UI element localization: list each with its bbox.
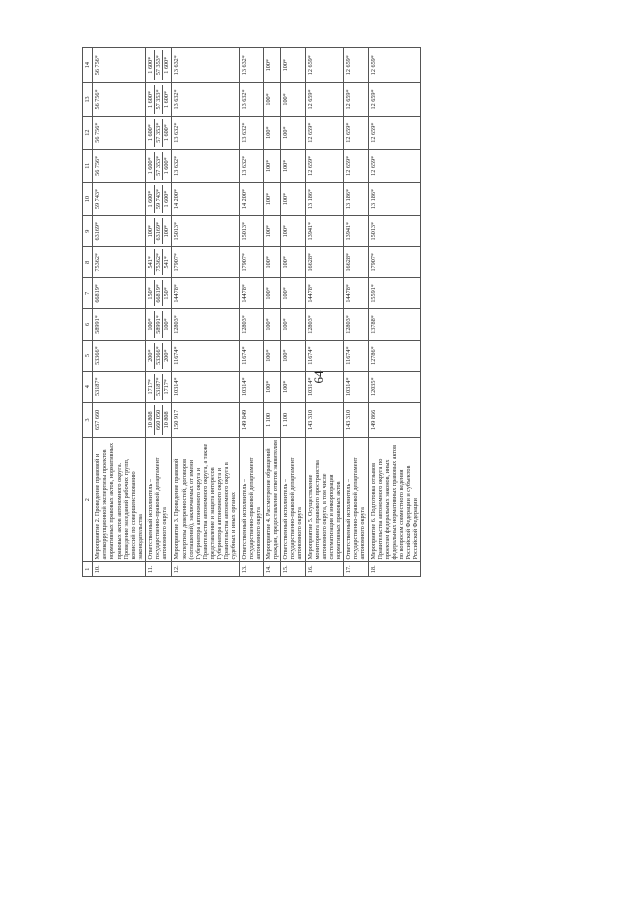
row-description: Ответственный исполнитель – государственно-правовой департамент автономного округа xyxy=(239,438,263,562)
value-subline: 1 600* xyxy=(147,190,154,208)
value-cell: 53187* xyxy=(93,371,146,402)
table-row xyxy=(239,48,263,577)
row-description: Мероприятие 2. Проведение правовой и антикоррупционной экспертизы проектов нормативных правовых актов, нормативных правовых актов автономного округа. Проведение заседаний рабочих групп, комиссий по совершенствованию законодательства xyxy=(93,438,146,562)
col-header: 10 xyxy=(83,182,93,215)
value-cell: 16628* xyxy=(344,247,368,278)
value-cell: 100* xyxy=(281,116,305,149)
value-cell: 100* xyxy=(263,247,280,278)
value-cell: 12 659* xyxy=(368,116,421,149)
value-subline: 100* xyxy=(147,224,154,238)
value-cell: 11674* xyxy=(172,340,239,371)
row-description: Мероприятие 6. Подготовка отзывов Правительства автономного округа по проектам федеральных законов, иных федеральных нормативных правовых актов по вопросам совместного ведения Российской Федерации и субъектов Российской Федерации xyxy=(368,438,421,562)
value-cell: 10314* xyxy=(344,371,368,402)
col-header: 4 xyxy=(83,371,93,402)
value-subline: 57 353* xyxy=(154,119,162,147)
value-cell: 13 632* xyxy=(239,149,263,182)
value-cell: 14478* xyxy=(239,278,263,309)
row-description: Ответственный исполнитель – государственно-правовой департамент автономного округа xyxy=(344,438,368,562)
value-subline: 1 600* xyxy=(147,90,154,108)
col-header: 3 xyxy=(83,402,93,437)
value-cell: 58991* xyxy=(93,309,146,340)
value-cell: 13941* xyxy=(344,216,368,247)
value-cell: 63169* xyxy=(93,216,146,247)
value-cell: 100* xyxy=(263,149,280,182)
value-cell: 13 632* xyxy=(239,116,263,149)
value-cell: 12 659* xyxy=(344,116,368,149)
value-cell: 66819* xyxy=(93,278,146,309)
value-subline: 1 600* xyxy=(162,50,170,80)
row-description: Мероприятие 5. Осуществление мониторинга правового пространства автономного округа, в том числе систематизация и инкорпорация нормативных правовых актов xyxy=(305,438,344,562)
value-cell: 100* xyxy=(263,182,280,215)
value-cell: 12 659* xyxy=(344,83,368,116)
value-cell: 100* xyxy=(281,247,305,278)
value-cell-multi xyxy=(146,216,172,247)
value-cell: 15013* xyxy=(368,216,421,247)
value-cell: 13 186* xyxy=(344,182,368,215)
page-number: 64 xyxy=(311,370,326,384)
value-cell: 12 659* xyxy=(368,149,421,182)
value-cell: 13 632* xyxy=(172,48,239,83)
budget-table xyxy=(82,47,421,577)
col-header: 6 xyxy=(83,309,93,340)
value-cell: 100* xyxy=(263,116,280,149)
col-header: 13 xyxy=(83,83,93,116)
col-header: 1 xyxy=(83,562,93,577)
value-cell: 13 632* xyxy=(172,83,239,116)
col-header: 12 xyxy=(83,116,93,149)
value-cell: 56 756* xyxy=(93,83,146,116)
value-cell: 100* xyxy=(281,309,305,340)
value-cell: 13 186* xyxy=(368,182,421,215)
table-row xyxy=(93,48,146,577)
row-description: Ответственный исполнитель – государственно-правовой департамент автономного округа xyxy=(146,438,172,562)
value-cell: 14 200* xyxy=(172,182,239,215)
value-cell: 100* xyxy=(263,83,280,116)
value-cell: 59 743* xyxy=(93,182,146,215)
value-subline: 200* xyxy=(147,349,154,362)
col-header: 9 xyxy=(83,216,93,247)
row-description: Мероприятие 4. Рассмотрение обращений граждан, предоставление ответов заявителям xyxy=(263,438,280,562)
value-cell: 10314* xyxy=(305,371,344,402)
value-subline: 57 353* xyxy=(154,152,162,180)
value-subline: 1 600* xyxy=(162,185,170,213)
value-subline: 150* xyxy=(162,280,170,306)
value-cell: 13 632* xyxy=(172,149,239,182)
value-cell: 16628* xyxy=(305,247,344,278)
value-cell: 15013* xyxy=(239,216,263,247)
value-cell-multi xyxy=(146,247,172,278)
value-cell: 12803* xyxy=(305,309,344,340)
value-cell-multi xyxy=(146,402,172,437)
table-row xyxy=(344,48,368,577)
value-subline: 57 353* xyxy=(154,50,162,80)
table-row xyxy=(305,48,344,577)
value-cell: 14 200* xyxy=(239,182,263,215)
value-cell: 12 659* xyxy=(305,149,344,182)
value-cell-multi xyxy=(146,309,172,340)
value-subline: 660 050 xyxy=(154,405,162,435)
value-cell: 12 659* xyxy=(305,116,344,149)
value-subline: 1 600* xyxy=(147,56,154,74)
value-subline: 100* xyxy=(162,218,170,244)
row-number: 10. xyxy=(93,562,146,577)
value-cell: 1 100 xyxy=(281,402,305,437)
value-cell: 657 660 xyxy=(93,402,146,437)
value-cell: 56 756* xyxy=(93,116,146,149)
value-cell: 100* xyxy=(281,149,305,182)
col-header: 11 xyxy=(83,149,93,182)
value-subline: 1717* xyxy=(147,378,154,395)
value-subline: 75362* xyxy=(154,249,162,275)
value-cell: 100* xyxy=(263,216,280,247)
value-cell: 12 659* xyxy=(305,83,344,116)
value-subline: 1 600* xyxy=(162,119,170,147)
row-number: 11. xyxy=(146,562,172,577)
value-cell: 11674* xyxy=(239,340,263,371)
value-cell: 149 849 xyxy=(239,402,263,437)
value-cell-multi xyxy=(146,278,172,309)
value-cell: 56 756* xyxy=(93,48,146,83)
value-subline: 1 600* xyxy=(147,124,154,142)
col-header: 2 xyxy=(83,438,93,562)
value-cell: 10314* xyxy=(172,371,239,402)
value-subline: 53187* xyxy=(154,374,162,400)
value-cell: 11674* xyxy=(344,340,368,371)
value-subline: 1717* xyxy=(162,374,170,400)
value-cell: 75362* xyxy=(93,247,146,278)
value-subline: 1 600* xyxy=(162,85,170,113)
value-subline: 150* xyxy=(147,287,154,300)
value-cell: 12803* xyxy=(239,309,263,340)
value-cell: 100* xyxy=(281,340,305,371)
value-cell-multi xyxy=(146,83,172,116)
row-number: 15. xyxy=(281,562,305,577)
value-cell: 13 186* xyxy=(305,182,344,215)
value-cell: 12 659* xyxy=(368,48,421,83)
value-subline: 10 808 xyxy=(162,405,170,435)
value-cell: 53366* xyxy=(93,340,146,371)
value-subline: 63169* xyxy=(154,218,162,244)
col-header: 7 xyxy=(83,278,93,309)
value-cell: 13 632* xyxy=(172,116,239,149)
value-subline: 1 600* xyxy=(147,157,154,175)
rotated-table-frame xyxy=(82,47,582,577)
value-cell: 14478* xyxy=(172,278,239,309)
table-row xyxy=(172,48,239,577)
value-cell: 17907* xyxy=(172,247,239,278)
value-cell: 143 310 xyxy=(344,402,368,437)
value-subline: 66819* xyxy=(154,280,162,306)
value-cell: 100* xyxy=(281,48,305,83)
value-cell: 149 866 xyxy=(368,402,421,437)
col-header: 5 xyxy=(83,340,93,371)
value-subline: 100* xyxy=(162,311,170,337)
row-number: 13. xyxy=(239,562,263,577)
value-cell: 100* xyxy=(263,309,280,340)
value-subline: 100* xyxy=(147,318,154,331)
value-cell: 13941* xyxy=(305,216,344,247)
value-subline: 200* xyxy=(162,343,170,369)
row-description: Мероприятие 3. Проведение правовой экспертизы доверенностей, договоров (соглашений), заключаемых от имени Губернатора автономного округа и Правительства автономного округа, а также представление и защита интересов Губернатора автономного округа и Правительства автономного округа в судебных и иных органах xyxy=(172,438,239,562)
value-cell: 10314* xyxy=(239,371,263,402)
value-cell: 12786* xyxy=(368,340,421,371)
value-cell: 15591* xyxy=(368,278,421,309)
value-subline: 1 600* xyxy=(162,152,170,180)
value-subline: 57 353* xyxy=(154,85,162,113)
value-cell: 100* xyxy=(281,216,305,247)
value-cell: 12 659* xyxy=(344,48,368,83)
row-description: Ответственный исполнитель – государственно-правовой департамент автономного округа xyxy=(281,438,305,562)
value-subline: 10 808 xyxy=(147,411,154,429)
value-cell: 12 659* xyxy=(368,83,421,116)
row-number: 12. xyxy=(172,562,239,577)
value-cell: 12035* xyxy=(368,371,421,402)
table-row xyxy=(263,48,280,577)
value-cell: 100* xyxy=(263,48,280,83)
value-cell: 100* xyxy=(281,83,305,116)
table-row xyxy=(281,48,305,577)
value-subline: 53366* xyxy=(154,343,162,369)
header-row xyxy=(83,48,93,577)
value-cell-multi xyxy=(146,116,172,149)
value-cell: 15013* xyxy=(172,216,239,247)
table-body xyxy=(93,48,421,577)
value-subline: 59 743* xyxy=(154,185,162,213)
table-row xyxy=(368,48,421,577)
table-rotator xyxy=(82,47,582,577)
value-cell: 14478* xyxy=(344,278,368,309)
row-number: 18. xyxy=(368,562,421,577)
value-cell-multi xyxy=(146,48,172,83)
row-number: 16. xyxy=(305,562,344,577)
value-cell: 12 659* xyxy=(305,48,344,83)
value-cell: 12 659* xyxy=(344,149,368,182)
table-row xyxy=(146,48,172,577)
value-cell: 13 632* xyxy=(239,83,263,116)
value-subline: 58991* xyxy=(154,311,162,337)
value-cell: 100* xyxy=(263,340,280,371)
value-cell-multi xyxy=(146,371,172,402)
value-cell: 56 756* xyxy=(93,149,146,182)
value-cell-multi xyxy=(146,340,172,371)
value-cell-multi xyxy=(146,149,172,182)
value-cell: 150 917 xyxy=(172,402,239,437)
value-cell: 12803* xyxy=(172,309,239,340)
value-cell: 100* xyxy=(281,371,305,402)
value-cell-multi xyxy=(146,182,172,215)
value-cell: 17907* xyxy=(368,247,421,278)
value-cell: 13788* xyxy=(368,309,421,340)
value-cell: 14478* xyxy=(305,278,344,309)
row-number: 17. xyxy=(344,562,368,577)
value-subline: 541* xyxy=(162,249,170,275)
value-subline: 541* xyxy=(147,256,154,269)
col-header: 8 xyxy=(83,247,93,278)
value-cell: 13 632* xyxy=(239,48,263,83)
value-cell: 17907* xyxy=(239,247,263,278)
value-cell: 143 310 xyxy=(305,402,344,437)
value-cell: 100* xyxy=(281,182,305,215)
value-cell: 100* xyxy=(281,278,305,309)
value-cell: 11674* xyxy=(305,340,344,371)
value-cell: 1 100 xyxy=(263,402,280,437)
value-cell: 100* xyxy=(263,278,280,309)
col-header: 14 xyxy=(83,48,93,83)
row-number: 14. xyxy=(263,562,280,577)
value-cell: 12803* xyxy=(344,309,368,340)
value-cell: 100* xyxy=(263,371,280,402)
